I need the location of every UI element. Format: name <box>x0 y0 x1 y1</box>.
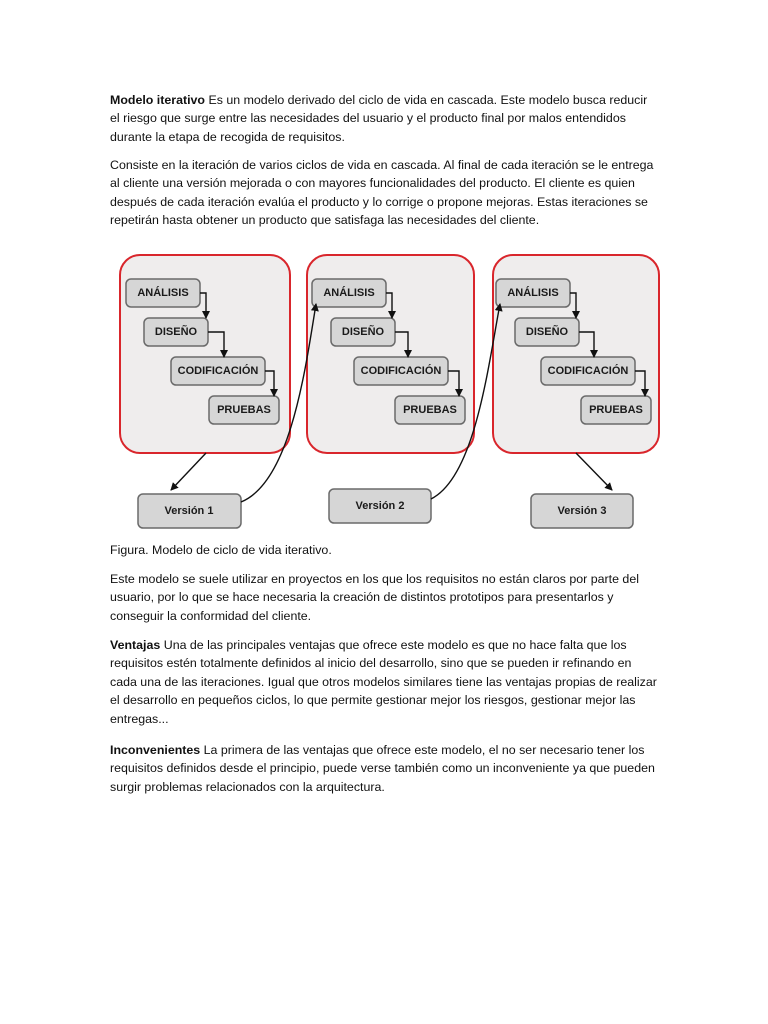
version-label: Versión 1 <box>164 504 214 517</box>
step-label: PRUEBAS <box>217 403 271 416</box>
disadvantages-text: La primera de las ventajas que ofrece este modelo, el no ser necesario tener los requisitos definidos desde el principio, puede verse también como un inconveniente ya que pueden surgir problemas relacionados con la arquitectura. <box>110 743 655 794</box>
step-label: CODIFICACIÓN <box>177 364 259 377</box>
iteration-1 <box>120 255 290 453</box>
step-label: ANÁLISIS <box>507 286 559 299</box>
step-label: CODIFICACIÓN <box>360 364 442 377</box>
description-paragraph: Consiste en la iteración de varios ciclos de vida en cascada. Al final de cada iteración se le entrega al cliente una versión mejorada o con mayores funcionalidades del producto. El cliente es quien después de cada iteración evalúa el producto y lo corrige o propone mejoras. Estas iteraciones se repetirán hasta obtener un producto que satisfaga las necesidades del cliente. <box>110 158 654 228</box>
step-label: ANÁLISIS <box>137 286 189 299</box>
step-label: DISEÑO <box>525 325 569 338</box>
disadvantages-paragraph <box>110 741 660 796</box>
iteration-3-step-analysis <box>496 279 570 307</box>
version-2 <box>329 489 431 523</box>
iteration-2-step-analysis <box>312 279 386 307</box>
iterative-model-diagram <box>110 252 666 534</box>
version-label: Versión 3 <box>557 504 607 517</box>
iteration-1-step-design <box>144 318 208 346</box>
version-label: Versión 2 <box>355 499 405 512</box>
iteration-1-step-testing <box>209 396 279 424</box>
iteration-1-step-coding <box>171 357 265 385</box>
advantages-term: Ventajas <box>110 638 161 652</box>
usage-paragraph: Este modelo se suele utilizar en proyectos en los que los requisitos no están claros por parte del usuario, por lo que se hace necesaria la creación de distintos prototipos para presentarlos y conseguir la conformidad del cliente. <box>110 572 639 623</box>
iteration-2 <box>307 255 474 453</box>
step-label: DISEÑO <box>341 325 385 338</box>
advantages-text: Una de las principales ventajas que ofrece este modelo es que no hace falta que los requisitos estén totalmente definidos al inicio del desarrollo, sino que se pueden ir refinando en cada una de las iteraciones. Igual que otros modelos similares tiene las ventajas propias de realizar el desarrollo en pequeños ciclos, lo que permite gestionar mejor los riesgos, gestionar mejor las entregas... <box>110 638 657 726</box>
iteration-2-step-testing <box>395 396 465 424</box>
figure-caption: Figura. Modelo de ciclo de vida iterativo. <box>110 543 332 557</box>
iteration-3-to-version-3-arrow <box>576 453 612 490</box>
step-label: PRUEBAS <box>403 403 457 416</box>
step-label: CODIFICACIÓN <box>547 364 629 377</box>
iteration-2-step-coding <box>354 357 448 385</box>
version-3 <box>531 494 633 528</box>
iteration-1-to-version-1-arrow <box>171 453 206 490</box>
step-label: PRUEBAS <box>589 403 643 416</box>
version-1 <box>138 494 241 528</box>
advantages-paragraph <box>110 636 660 728</box>
iteration-3-step-coding <box>541 357 635 385</box>
disadvantages-term: Inconvenientes <box>110 743 201 757</box>
step-label: ANÁLISIS <box>323 286 375 299</box>
iteration-3 <box>493 255 659 453</box>
step-label: DISEÑO <box>154 325 198 338</box>
iteration-3-step-design <box>515 318 579 346</box>
intro-term: Modelo iterativo <box>110 93 206 107</box>
iteration-3-step-testing <box>581 396 651 424</box>
intro-text: Es un modelo derivado del ciclo de vida en cascada. Este modelo busca reducir el riesgo que surge entre las necesidades del usuario y el producto final por malos entendidos durante la etapa de recogida de requisitos. <box>110 93 648 144</box>
intro-paragraph <box>110 91 660 146</box>
iteration-1-step-analysis <box>126 279 200 307</box>
iteration-2-step-design <box>331 318 395 346</box>
